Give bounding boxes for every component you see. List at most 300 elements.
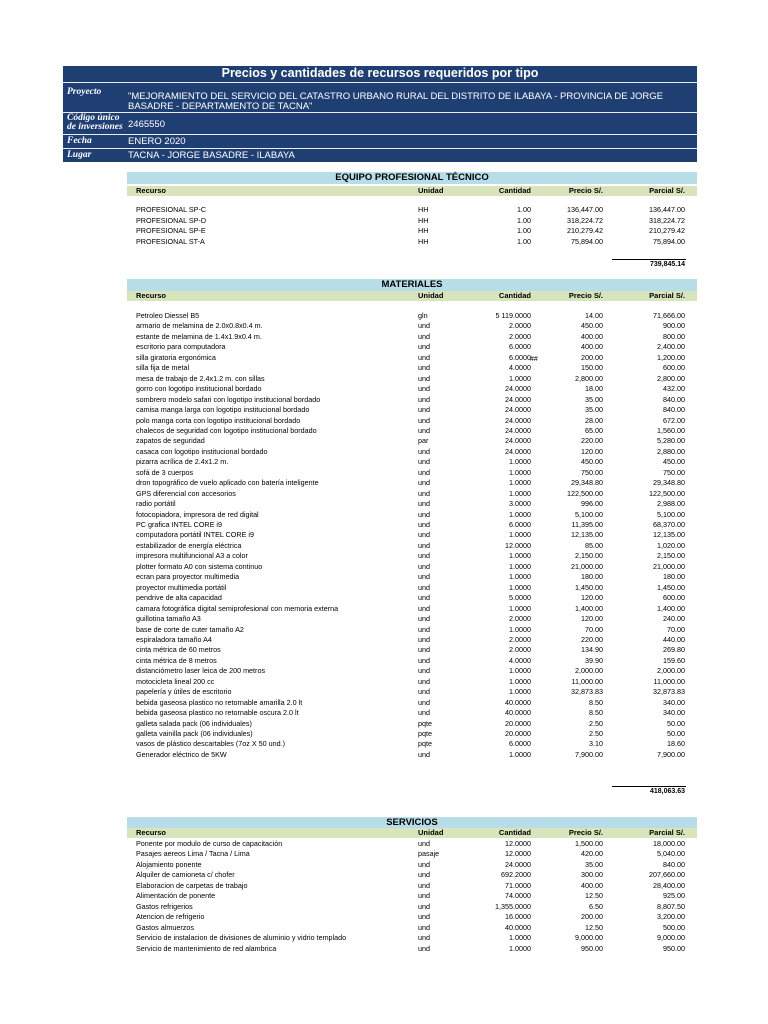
cell-recurso: vasos de plástico descartables (7oz X 50 und.) <box>136 739 286 749</box>
cell-parcial: 11,000.00 <box>653 676 685 686</box>
cell-cantidad: 24.0000 <box>505 859 531 869</box>
col-parcial: Parcial S/. <box>649 828 685 837</box>
cell-cantidad: 2.0000 <box>509 634 531 644</box>
header-divider <box>63 134 697 135</box>
cell-cantidad: 1.0000 <box>509 572 531 582</box>
cell-recurso: Alojamiento ponente <box>136 859 202 869</box>
cell-parcial: 2,800.00 <box>657 373 685 383</box>
cell-recurso: Elaboracion de carpetas de trabajo <box>136 880 248 890</box>
cell-precio: 300.00 <box>581 870 603 880</box>
cell-cantidad: 1.0000 <box>509 943 531 953</box>
cell-recurso: dron topográfico de vuelo aplicado con batería inteligente <box>136 478 319 488</box>
header-divider <box>63 112 697 113</box>
table-row <box>127 468 697 478</box>
cell-parcial: 71,666.00 <box>653 311 685 320</box>
cell-unidad: pqte <box>418 718 432 728</box>
cell-parcial: 50.00 <box>667 729 685 738</box>
cell-precio: 122,500.00 <box>567 488 603 498</box>
cell-unidad: und <box>418 363 430 373</box>
section-title-equipo: EQUIPO PROFESIONAL TÉCNICO <box>127 172 697 184</box>
cell-unidad: und <box>418 384 430 394</box>
cell-precio: 200.00 <box>581 912 603 922</box>
cell-cantidad: 24.0000 <box>505 425 531 435</box>
col-parcial: Parcial S/. <box>649 291 685 300</box>
cell-unidad: und <box>418 933 430 943</box>
cell-recurso: zapatos de seguridad <box>136 436 205 446</box>
cell-parcial: 2,150.00 <box>657 551 685 561</box>
cell-precio: 120.00 <box>581 446 603 456</box>
cell-unidad: und <box>418 394 430 404</box>
cell-parcial: 2,400.00 <box>657 342 685 352</box>
cell-recurso: camara fotográfica digital semiprofesional con memoria externa <box>136 603 339 613</box>
cell-unidad: und <box>418 749 430 759</box>
cell-parcial: 500.00 <box>663 922 685 932</box>
table-row <box>127 944 697 954</box>
cell-unidad: HH <box>418 236 429 246</box>
cell-precio: 12.50 <box>585 922 603 932</box>
cell-cantidad: 40.0000 <box>505 697 531 707</box>
cell-precio: 28.00 <box>585 415 603 425</box>
cell-cantidad: 6.0000 <box>509 342 531 352</box>
cell-precio: 400.00 <box>581 331 603 341</box>
col-precio: Precio S/. <box>568 828 603 837</box>
cell-recurso: GPS diferencial con accesorios <box>136 488 236 498</box>
table-row <box>127 405 697 415</box>
cell-precio: 2,800.00 <box>575 373 603 383</box>
cell-precio: 210,279.42 <box>567 226 603 235</box>
cell-cantidad: 24.0000 <box>505 405 531 415</box>
col-cantidad: Cantidad <box>498 186 531 195</box>
cell-parcial: 318,224.72 <box>649 215 685 225</box>
cell-precio: 85.00 <box>585 540 603 550</box>
cell-cantidad: 20.0000 <box>505 718 531 728</box>
cell-recurso: cinta métrica de 8 metros <box>136 655 217 665</box>
cell-cantidad: 2.0000 <box>509 321 531 331</box>
cell-cantidad: 40.0000 <box>505 922 531 932</box>
cell-cantidad: 4.0000 <box>509 655 531 665</box>
cell-parcial: 440.00 <box>663 634 685 644</box>
cell-cantidad: 1.0000 <box>509 488 531 498</box>
lugar-value: TACNA - JORGE BASADRE - ILABAYA <box>128 150 295 161</box>
cell-parcial: 1,020.00 <box>657 540 685 550</box>
cell-cantidad: 20.0000 <box>505 729 531 738</box>
cell-precio: 70.00 <box>585 624 603 634</box>
cell-parcial: 1,200.00 <box>657 352 685 362</box>
cell-cantidad: 6.0000 <box>509 520 531 529</box>
cell-recurso: plotter formato A0 con sistema continuo <box>136 561 263 571</box>
cell-recurso: galleta salada pack (06 individuales) <box>136 718 252 728</box>
cell-precio: 32,873.83 <box>571 687 603 697</box>
cell-parcial: 75,894.00 <box>653 236 685 246</box>
cell-unidad: HH <box>418 205 429 214</box>
table-row <box>127 551 697 561</box>
cell-recurso: silla giratoria ergonómica <box>136 352 216 362</box>
cell-cantidad: 1.0000 <box>509 551 531 561</box>
cell-parcial: 1,450.00 <box>657 582 685 592</box>
cell-parcial: 432.00 <box>663 384 685 394</box>
cell-precio: 120.00 <box>581 593 603 603</box>
cell-parcial: 18,000.00 <box>653 839 685 848</box>
cell-recurso: proyector multimedia portátil <box>136 582 227 592</box>
cell-parcial: 136,447.00 <box>649 205 685 214</box>
cell-parcial: 600.00 <box>663 593 685 603</box>
cell-cantidad: 1.00 <box>517 215 531 225</box>
cell-unidad: und <box>418 645 430 655</box>
cell-precio: 35.00 <box>585 394 603 404</box>
cell-parcial: 269.80 <box>663 645 685 655</box>
cell-unidad: und <box>418 624 430 634</box>
table-row <box>127 860 697 870</box>
total-materiales: 418,063.63 <box>649 788 685 795</box>
table-row <box>127 530 697 540</box>
cell-cantidad: 1,355.0000 <box>495 901 531 911</box>
cell-cantidad: 24.0000 <box>505 384 531 394</box>
table-row <box>127 656 697 666</box>
cell-recurso: estabilizador de energía eléctrica <box>136 540 242 550</box>
cell-parcial: 5,100.00 <box>657 509 685 519</box>
cell-cantidad: 4.0000 <box>509 363 531 373</box>
cell-recurso: PROFESIONAL SP-E <box>136 226 206 235</box>
header-divider <box>63 148 697 149</box>
cell-precio: 29,348.80 <box>571 478 603 488</box>
cell-precio: 1,500.00 <box>575 839 603 848</box>
column-header-row <box>127 291 697 301</box>
cell-precio: 2.50 <box>589 729 603 738</box>
cell-recurso: Alimentación de ponente <box>136 891 216 901</box>
cell-recurso: bebida gaseosa plastico no retornable oscura 2.0 lt <box>136 708 299 718</box>
cell-precio: 9,000.00 <box>575 933 603 943</box>
cell-parcial: 28,400.00 <box>653 880 685 890</box>
table-row <box>127 604 697 614</box>
cell-recurso: mesa de trabajo de 2.4x1.2 m. con sillas <box>136 373 265 383</box>
cell-cantidad: 3.0000 <box>509 499 531 509</box>
cell-parcial: 180.00 <box>663 572 685 582</box>
cell-parcial: 122,500.00 <box>649 488 685 498</box>
cell-parcial: 32,873.83 <box>653 687 685 697</box>
table-row <box>127 933 697 943</box>
table-row <box>127 870 697 880</box>
cell-precio: 3.10 <box>589 739 603 749</box>
cell-recurso: pendrive de alta capacidad <box>136 593 222 603</box>
cell-recurso: PROFESIONAL SP-D <box>136 215 207 225</box>
cell-recurso: silla fija de metal <box>136 363 190 373</box>
cell-precio: 12,135.00 <box>571 530 603 540</box>
cell-unidad: HH <box>418 215 429 225</box>
cell-cantidad: 12.0000 <box>505 839 531 848</box>
page-title: Precios y cantidades de recursos requeridos por tipo <box>221 66 539 80</box>
cell-precio: 7,900.00 <box>575 749 603 759</box>
cell-unidad: und <box>418 425 430 435</box>
cell-unidad: und <box>418 509 430 519</box>
cell-unidad: pqte <box>418 739 432 749</box>
section-title-servicios: SERVICIOS <box>127 817 697 829</box>
cell-parcial: 210,279.42 <box>649 226 685 235</box>
cell-recurso: pizarra acrílica de 2.4x1.2 m. <box>136 457 229 467</box>
cell-parcial: 672.00 <box>663 415 685 425</box>
cell-cantidad: 1.0000 <box>509 478 531 488</box>
cell-precio: 39.90 <box>585 655 603 665</box>
cell-recurso: Servicio de instalacion de divisiones de aluminio y vidrio templado <box>136 933 347 943</box>
cell-cantidad: 24.0000 <box>505 446 531 456</box>
cell-precio: 750.00 <box>581 467 603 477</box>
cell-cantidad: 5 119.0000 <box>495 311 531 320</box>
cell-recurso: sombrero modelo safari con logotipo institucional bordado <box>136 394 321 404</box>
cell-precio: 180.00 <box>581 572 603 582</box>
cell-unidad: und <box>418 561 430 571</box>
cell-unidad: und <box>418 582 430 592</box>
cell-precio: 450.00 <box>581 321 603 331</box>
table-row <box>127 677 697 687</box>
cell-cantidad: 1.0000 <box>509 666 531 676</box>
cell-cantidad: 2.0000 <box>509 645 531 655</box>
proyecto-line-1: "MEJORAMIENTO DEL SERVICIO DEL CATASTRO URBANO RURAL DEL DISTRITO DE ILABAYA - PROVINCIA DE JORGE <box>128 91 663 102</box>
table-row <box>127 881 697 891</box>
col-parcial: Parcial S/. <box>649 186 685 195</box>
cell-unidad: pqte <box>418 729 432 738</box>
column-header-row <box>127 186 697 196</box>
cell-precio: 35.00 <box>585 859 603 869</box>
col-unidad: Unidad <box>418 291 444 300</box>
cell-recurso: sofá de 3 cuerpos <box>136 467 194 477</box>
table-row <box>127 457 697 467</box>
cell-unidad: HH <box>418 226 429 235</box>
cell-cantidad: 24.0000 <box>505 415 531 425</box>
cell-parcial: 840.00 <box>663 859 685 869</box>
cell-recurso: base de corte de cuter tamaño A2 <box>136 624 244 634</box>
cell-recurso: radio portátil <box>136 499 176 509</box>
cell-unidad: und <box>418 342 430 352</box>
cell-cantidad: 1.00 <box>517 205 531 214</box>
cell-parcial: 68,370.00 <box>653 520 685 529</box>
cell-recurso: camisa manga larga con logotipo institucional bordado <box>136 405 310 415</box>
table-row <box>127 923 697 933</box>
cell-parcial: 159.60 <box>663 655 685 665</box>
cell-parcial: 900.00 <box>663 321 685 331</box>
cell-parcial: 3,200.00 <box>657 912 685 922</box>
column-header-row <box>127 828 697 838</box>
cell-precio: 400.00 <box>581 880 603 890</box>
cell-cantidad: 40.0000 <box>505 708 531 718</box>
cell-unidad: und <box>418 352 430 362</box>
cell-unidad: und <box>418 530 430 540</box>
cell-parcial: 18.60 <box>667 739 685 749</box>
table-row <box>127 510 697 520</box>
cell-parcial: 600.00 <box>663 363 685 373</box>
cell-cantidad: 1.0000 <box>509 687 531 697</box>
col-cantidad: Cantidad <box>498 828 531 837</box>
header-divider <box>63 82 697 83</box>
cell-recurso: bebida gaseosa plastico no retornable amarilla 2.0 lt <box>136 697 303 707</box>
cell-parcial: 925.00 <box>663 891 685 901</box>
cell-cantidad: 6.0000 <box>509 739 531 749</box>
cell-unidad: und <box>418 870 430 880</box>
cell-unidad: und <box>418 478 430 488</box>
cell-unidad: und <box>418 922 430 932</box>
cell-cantidad: 1.0000 <box>509 624 531 634</box>
cell-unidad: und <box>418 614 430 624</box>
cell-recurso: galleta vainilla pack (06 individuales) <box>136 729 253 738</box>
table-row <box>127 666 697 676</box>
cell-parcial: 1,400.00 <box>657 603 685 613</box>
cell-precio: 65.00 <box>585 425 603 435</box>
cell-unidad: und <box>418 467 430 477</box>
cell-precio: 220.00 <box>581 436 603 446</box>
cell-parcial: 207,660.00 <box>649 870 685 880</box>
table-row <box>127 912 697 922</box>
table-row <box>127 363 697 373</box>
cell-unidad: und <box>418 446 430 456</box>
cell-precio: 220.00 <box>581 634 603 644</box>
cell-cantidad: 1.0000 <box>509 582 531 592</box>
table-row <box>127 719 697 729</box>
cell-recurso: guillotina tamaño A3 <box>136 614 201 624</box>
cell-cantidad: 2.0000 <box>509 331 531 341</box>
cell-recurso: impresora multifuncional A3 a color <box>136 551 248 561</box>
cell-unidad: und <box>418 697 430 707</box>
fecha-value: ENERO 2020 <box>128 136 186 147</box>
table-row <box>127 384 697 394</box>
cell-unidad: und <box>418 901 430 911</box>
cell-precio: 8.50 <box>589 697 603 707</box>
cell-cantidad: 6.0000 <box>509 352 531 362</box>
label-proyecto: Proyecto <box>67 87 102 97</box>
col-precio: Precio S/. <box>568 186 603 195</box>
cell-precio: 1,450.00 <box>575 582 603 592</box>
cell-parcial: 9,000.00 <box>657 933 685 943</box>
cell-recurso: Ponente por modulo de curso de capacitación <box>136 839 283 848</box>
cell-cantidad: 1.0000 <box>509 603 531 613</box>
cell-cantidad: 1.0000 <box>509 467 531 477</box>
cell-precio: 21,000.00 <box>571 561 603 571</box>
cell-cantidad: 24.0000 <box>505 394 531 404</box>
cell-precio: 1,400.00 <box>575 603 603 613</box>
cell-recurso: estante de melamina de 1.4x1.9x0.4 m. <box>136 331 262 341</box>
cell-unidad: par <box>418 436 429 446</box>
label-codigo-1: Código único <box>67 113 120 123</box>
cell-parcial: 29,348.80 <box>653 478 685 488</box>
cell-precio: 136,447.00 <box>567 205 603 214</box>
cell-cantidad: 2.0000 <box>509 614 531 624</box>
cell-precio: 35.00 <box>585 405 603 415</box>
cell-precio: 400.00 <box>581 342 603 352</box>
cell-recurso: Petroleo Diessel B5 <box>136 311 200 320</box>
cell-precio: 450.00 <box>581 457 603 467</box>
cell-recurso: distanciómetro laser leica de 200 metros <box>136 666 266 676</box>
label-codigo-2: de inversiones <box>67 122 123 132</box>
table-row <box>127 750 697 760</box>
cell-recurso: gorro con logotipo institucional bordado <box>136 384 262 394</box>
cell-recurso: chalecos de seguridad con logotipo institucional bordado <box>136 425 317 435</box>
cell-unidad: und <box>418 593 430 603</box>
cell-cantidad: 12.0000 <box>505 540 531 550</box>
cell-recurso: armario de melamina de 2.0x0.8x0.4 m. <box>136 321 263 331</box>
cell-parcial: 12,135.00 <box>653 530 685 540</box>
cell-cantidad: 1.0000 <box>509 530 531 540</box>
proyecto-line-2: BASADRE - DEPARTAMENTO DE TACNA" <box>128 101 313 112</box>
cell-unidad: und <box>418 655 430 665</box>
cell-precio: 11,395.00 <box>571 520 603 529</box>
col-recurso: Recurso <box>136 828 167 837</box>
cell-cantidad: 1.0000 <box>509 676 531 686</box>
table-row <box>127 489 697 499</box>
table-row <box>127 374 697 384</box>
cell-recurso: Gastos refrigerios <box>136 901 193 911</box>
section-title-materiales: MATERIALES <box>127 279 697 291</box>
cell-recurso: Atencion de refrigerio <box>136 912 205 922</box>
cell-unidad: und <box>418 912 430 922</box>
cell-unidad: und <box>418 499 430 509</box>
cell-recurso: casaca con logotipo institucional bordado <box>136 446 268 456</box>
table-row <box>127 332 697 342</box>
cell-cantidad: 1.0000 <box>509 509 531 519</box>
cell-unidad: und <box>418 839 430 848</box>
cell-parcial: 340.00 <box>663 697 685 707</box>
table-row <box>127 311 697 321</box>
cell-precio: 18.00 <box>585 384 603 394</box>
cell-unidad: und <box>418 551 430 561</box>
cell-precio: 996.00 <box>581 499 603 509</box>
table-row <box>127 353 697 363</box>
table-row <box>127 426 697 436</box>
cell-unidad: und <box>418 572 430 582</box>
cell-cantidad: 1.0000 <box>509 457 531 467</box>
cell-precio: 120.00 <box>581 614 603 624</box>
cell-recurso: Gastos almuerzos <box>136 922 194 932</box>
cell-recurso: computadora portátil INTEL CORE i9 <box>136 530 254 540</box>
label-lugar: Lugar <box>67 150 92 160</box>
table-row <box>127 687 697 697</box>
cell-unidad: und <box>418 666 430 676</box>
cell-recurso: PC grafica INTEL CORE i9 <box>136 520 223 529</box>
cell-cantidad: 24.0000 <box>505 436 531 446</box>
col-unidad: Unidad <box>418 186 444 195</box>
cell-parcial: 800.00 <box>663 331 685 341</box>
table-row <box>127 237 697 247</box>
cell-cantidad: 1.0000 <box>509 561 531 571</box>
table-row <box>127 698 697 708</box>
cell-unidad: und <box>418 687 430 697</box>
cell-parcial: 450.00 <box>663 457 685 467</box>
cell-parcial: 7,900.00 <box>657 749 685 759</box>
table-row <box>127 342 697 352</box>
cell-parcial: 1,560.00 <box>657 425 685 435</box>
cell-precio: 75,894.00 <box>571 236 603 246</box>
cell-precio: 134.90 <box>581 645 603 655</box>
cell-cantidad: 1.0000 <box>509 933 531 943</box>
cell-unidad: und <box>418 321 430 331</box>
table-row <box>127 891 697 901</box>
cell-recurso: Generador eléctrico de 5KW <box>136 749 227 759</box>
table-row <box>127 739 697 749</box>
cell-unidad: und <box>418 603 430 613</box>
cell-unidad: und <box>418 880 430 890</box>
cell-recurso: Servicio de mantenimiento de red alambrica <box>136 943 277 953</box>
cell-recurso: papelería y útiles de escritorio <box>136 687 232 697</box>
cell-unidad: und <box>418 676 430 686</box>
cell-parcial: 21,000.00 <box>653 561 685 571</box>
cell-precio: 200.00 <box>581 352 603 362</box>
table-row <box>127 849 697 859</box>
cell-recurso: Alquiler de camioneta c/ chofer <box>136 870 235 880</box>
cell-precio: 150.00 <box>581 363 603 373</box>
col-precio: Precio S/. <box>568 291 603 300</box>
cell-unidad: und <box>418 891 430 901</box>
cell-precio: 11,000.00 <box>571 676 603 686</box>
cell-precio: 12.50 <box>585 891 603 901</box>
table-row <box>127 395 697 405</box>
col-cantidad: Cantidad <box>498 291 531 300</box>
cell-precio: 2,000.00 <box>575 666 603 676</box>
